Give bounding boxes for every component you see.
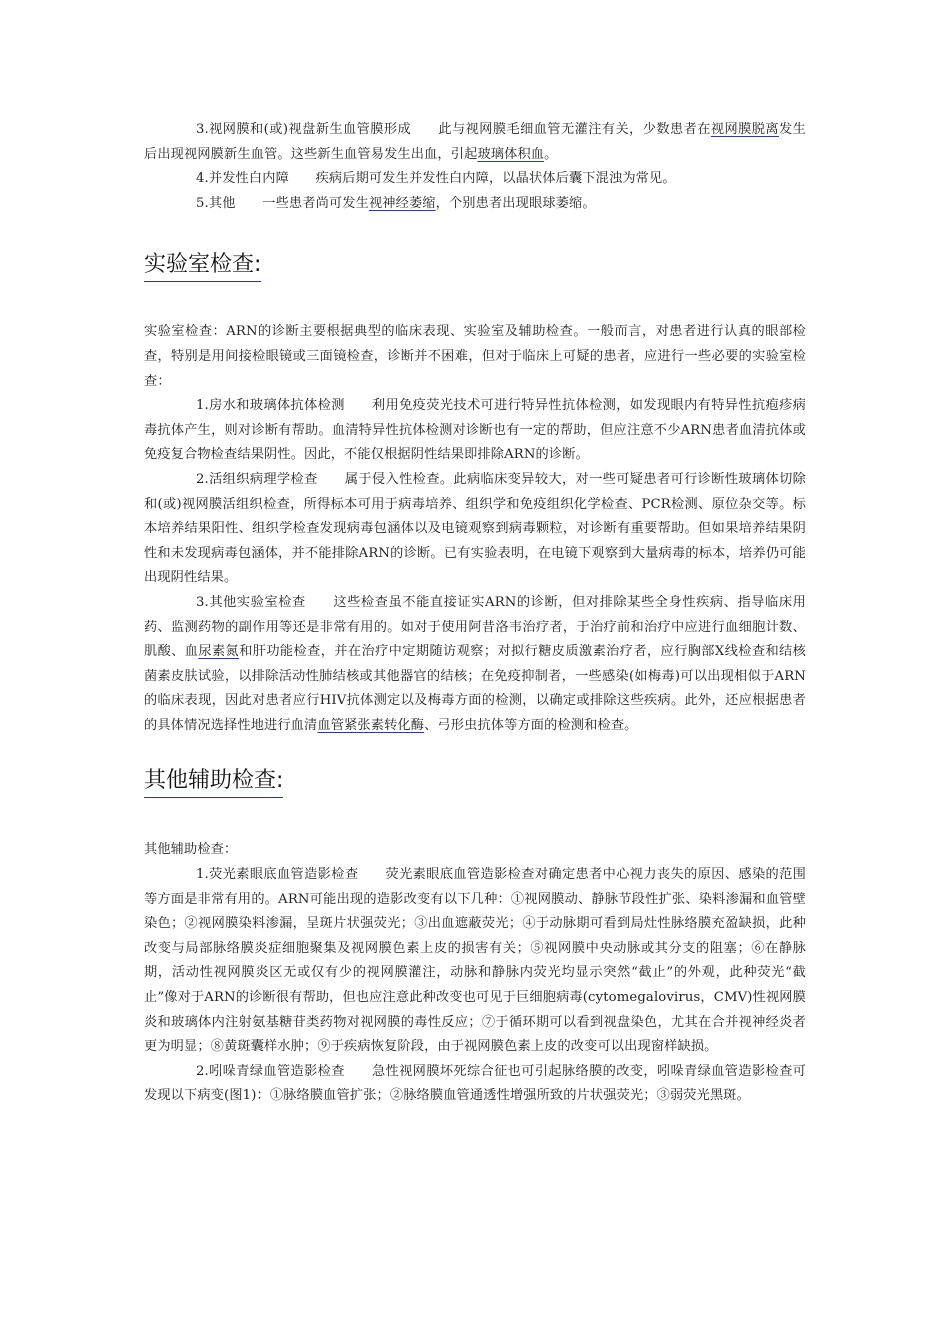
section-heading-aux: 其他辅助检查: bbox=[144, 766, 283, 798]
link-urea-nitrogen[interactable]: 尿素氮 bbox=[198, 644, 240, 660]
link-ace[interactable]: 血管紧张素转化酶 bbox=[317, 717, 425, 733]
text-segment: 和肝功能检查，并在治疗中定期随访观察；对拟行糖皮质激素治疗者，应行胸部X线检查和结核菌素皮肤试验，以排除活动性肺结核或其他器官的结核；在免疫抑制者，一些感染(如梅毒)可以出现相似于ARN的临床表现，因此对患者应行HIV抗体测定以及梅毒方面的检测，以确定或排除这些疾病。此外，还应根据患者的具体情况选择性地进行血清 bbox=[144, 644, 806, 733]
text-segment: 3.其他实验室检查 这些检查虽不能直接证实ARN的诊断，但对排除某些全身性疾病、指导临床用药、监测药物的副作用等还是非常有用的。如对于使用阿昔洛韦治疗者，于治疗前和治疗中应进行血细胞计数、肌酸、血 bbox=[144, 594, 806, 660]
paragraph-neovascular-membrane bbox=[144, 118, 806, 167]
lab-section bbox=[144, 320, 806, 738]
paragraph-other bbox=[144, 192, 806, 217]
text-segment: 、弓形虫抗体等方面的检测和检查。 bbox=[424, 717, 638, 733]
paragraph-icg-angiography: 2.吲哚青绿血管造影检查 急性视网膜坏死综合征也可引起脉络膜的改变，吲哚青绿血管造影检查可发现以下病变(图1)：①脉络膜血管扩张；②脉络膜血管通透性增强所致的片状强荧光；③弱荧光黑斑。 bbox=[144, 1063, 806, 1104]
text-segment: 。 bbox=[544, 146, 558, 162]
lab-intro: 实验室检查：ARN的诊断主要根据典型的临床表现、实验室及辅助检查。一般而言，对患者进行认真的眼部检查，特别是用间接检眼镜或三面镜检查，诊断并不困难，但对于临床上可疑的患者，应进行一些必要的实验室检查： bbox=[144, 324, 806, 389]
text-segment: 发生后出现视网膜新生血管。这些新生血管易发生出血，引起 bbox=[144, 122, 806, 162]
aux-section bbox=[144, 838, 806, 1109]
section-heading-lab: 实验室检查: bbox=[144, 250, 261, 282]
text-segment: ，个别患者出现眼球萎缩。 bbox=[435, 195, 596, 211]
text-segment: 5.其他 一些患者尚可发生 bbox=[196, 195, 369, 211]
paragraph-cataract: 4.并发性白内障 疾病后期可发生并发性白内障，以晶状体后囊下混浊为常见。 bbox=[196, 171, 676, 187]
link-optic-atrophy[interactable]: 视神经萎缩 bbox=[368, 195, 436, 211]
text-segment: 3.视网膜和(或)视盘新生血管膜形成 此与视网膜毛细血管无灌注有关，少数患者在 bbox=[196, 122, 711, 137]
paragraph-fluorescein-angiography: 1.荧光素眼底血管造影检查 荧光素眼底血管造影检查对确定患者中心视力丧失的原因、感染的范围等方面是非常有用的。ARN可能出现的造影改变有以下几种：①视网膜动、静脉节段性扩张、染料渗漏和血管壁染色；②视网膜染料渗漏，呈斑片状强荧光；③出血遮蔽荧光；④于动脉期可看到局灶性脉络膜充盈缺损，此种改变与局部脉络膜炎症细胞聚集及视网膜色素上皮的损害有关；⑤视网膜中央动脉或其分支的阻塞；⑥在静脉期，活动性视网膜炎区无或仅有少的视网膜灌注，动脉和静脉内荧光均显示突然“截止”的外观，此种荧光“截止”像对于ARN的诊断很有帮助，但也应注意此种改变也可见于巨细胞病毒(cytomegalovirus，CMV)性视网膜炎和玻璃体内注射氨基糖苷类药物对视网膜的毒性反应；⑦于循环期可以看到视盘染色，尤其在合并视神经炎者更为明显；⑧黄斑囊样水肿；⑨于疾病恢复阶段，由于视网膜色素上皮的改变可以出现窗样缺损。 bbox=[144, 867, 806, 1055]
paragraph-antibody-test: 1.房水和玻璃体抗体检测 利用免疫荧光技术可进行特异性抗体检测，如发现眼内有特异性抗疱疹病毒抗体产生，则对诊断有帮助。血清特异性抗体检测对诊断也有一定的帮助，但应注意不少ARN患者血清抗体或免疫复合物检查结果阴性。因此，不能仅根据阴性结果即排除ARN的诊断。 bbox=[144, 398, 806, 463]
paragraph-other-lab bbox=[144, 591, 806, 739]
aux-intro: 其他辅助检查： bbox=[144, 842, 238, 858]
lab-heading-wrapper bbox=[144, 250, 806, 282]
link-retinal-detachment[interactable]: 视网膜脱离 bbox=[710, 122, 780, 137]
paragraph-biopsy: 2.活组织病理学检查 属于侵入性检查。此病临床变异较大，对一些可疑患者可行诊断性玻璃体切除和(或)视网膜活组织检查，所得标本可用于病毒培养、组织学和免疫组织化学检查、PCR检测、原位杂交等。标本培养结果阳性、组织学检查发现病毒包涵体以及电镜观察到病毒颗粒，对诊断有重要帮助。但如果培养结果阴性和未发现病毒包涵体，并不能排除ARN的诊断。已有实验表明，在电镜下观察到大量病毒的标本，培养仍可能出现阴性结果。 bbox=[144, 471, 806, 586]
complications-continued bbox=[144, 118, 806, 216]
link-vitreous-hemorrhage[interactable]: 玻璃体积血 bbox=[477, 146, 545, 162]
document-body bbox=[144, 118, 806, 1109]
aux-heading-wrapper bbox=[144, 766, 806, 798]
